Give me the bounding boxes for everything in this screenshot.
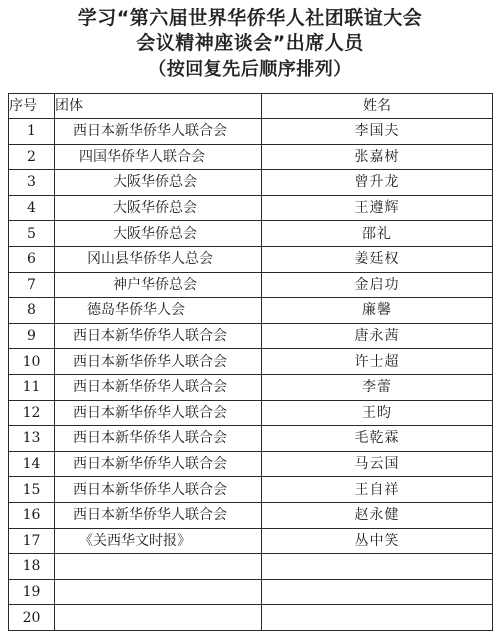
table-row xyxy=(9,144,493,170)
row-number: 19 xyxy=(9,579,55,605)
row-number: 17 xyxy=(9,528,55,554)
row-number: 14 xyxy=(9,451,55,477)
row-name: 王自祥 xyxy=(262,477,493,503)
row-name xyxy=(262,554,493,580)
title-line-3: （按回复先后顺序排列） xyxy=(148,59,352,80)
table-row xyxy=(9,579,493,605)
row-organization: 西日本新华侨华人联合会 xyxy=(55,349,262,375)
header-number: 序号 xyxy=(9,94,55,119)
row-name xyxy=(262,579,493,605)
table-row xyxy=(9,451,493,477)
row-organization: 西日本新华侨华人联合会 xyxy=(55,119,262,145)
table-row xyxy=(9,298,493,324)
row-number: 7 xyxy=(9,272,55,298)
row-name: 廉馨 xyxy=(262,298,493,324)
document-title xyxy=(0,6,500,82)
table-row xyxy=(9,170,493,196)
table-row xyxy=(9,221,493,247)
title-line-2: 会议精神座谈会”出席人员 xyxy=(136,32,364,54)
table-header-row xyxy=(9,94,493,119)
table-row xyxy=(9,554,493,580)
row-organization xyxy=(55,579,262,605)
row-name: 马云国 xyxy=(262,451,493,477)
table-row xyxy=(9,426,493,452)
row-organization: 德岛华侨华人会 xyxy=(55,298,262,324)
table-row xyxy=(9,119,493,145)
row-name: 李蕾 xyxy=(262,374,493,400)
row-organization: 《关西华文时报》 xyxy=(55,528,262,554)
row-name: 曾升龙 xyxy=(262,170,493,196)
row-organization: 大阪华侨总会 xyxy=(55,195,262,221)
table-body xyxy=(9,119,493,631)
row-name: 张嘉树 xyxy=(262,144,493,170)
row-number: 8 xyxy=(9,298,55,324)
table-row xyxy=(9,528,493,554)
row-organization: 西日本新华侨华人联合会 xyxy=(55,323,262,349)
table-row xyxy=(9,605,493,631)
row-name: 唐永茜 xyxy=(262,323,493,349)
row-organization xyxy=(55,554,262,580)
row-number: 1 xyxy=(9,119,55,145)
row-organization: 冈山县华侨华人总会 xyxy=(55,246,262,272)
row-name: 毛乾霖 xyxy=(262,426,493,452)
row-organization: 四国华侨华人联合会 xyxy=(55,144,262,170)
row-number: 2 xyxy=(9,144,55,170)
header-organization: 团体 xyxy=(55,94,262,119)
row-number: 4 xyxy=(9,195,55,221)
row-organization: 西日本新华侨华人联合会 xyxy=(55,374,262,400)
row-number: 10 xyxy=(9,349,55,375)
row-number: 16 xyxy=(9,502,55,528)
row-number: 18 xyxy=(9,554,55,580)
row-name: 王昀 xyxy=(262,400,493,426)
table-row xyxy=(9,323,493,349)
row-organization: 西日本新华侨华人联合会 xyxy=(55,451,262,477)
row-organization: 大阪华侨总会 xyxy=(55,221,262,247)
row-name: 邵礼 xyxy=(262,221,493,247)
table-row xyxy=(9,246,493,272)
table-row xyxy=(9,477,493,503)
row-name: 金启功 xyxy=(262,272,493,298)
row-name: 赵永健 xyxy=(262,502,493,528)
row-number: 15 xyxy=(9,477,55,503)
row-number: 20 xyxy=(9,605,55,631)
row-organization xyxy=(55,605,262,631)
table-row xyxy=(9,272,493,298)
attendee-table xyxy=(8,93,493,631)
row-organization: 大阪华侨总会 xyxy=(55,170,262,196)
row-number: 5 xyxy=(9,221,55,247)
row-organization: 西日本新华侨华人联合会 xyxy=(55,400,262,426)
row-number: 12 xyxy=(9,400,55,426)
table-row xyxy=(9,374,493,400)
row-name: 姜廷权 xyxy=(262,246,493,272)
row-number: 13 xyxy=(9,426,55,452)
header-name: 姓名 xyxy=(262,94,493,119)
row-name xyxy=(262,605,493,631)
row-number: 6 xyxy=(9,246,55,272)
row-name: 丛中笑 xyxy=(262,528,493,554)
row-organization: 神户华侨总会 xyxy=(55,272,262,298)
row-organization: 西日本新华侨华人联合会 xyxy=(55,502,262,528)
row-number: 11 xyxy=(9,374,55,400)
row-number: 3 xyxy=(9,170,55,196)
row-name: 王遵辉 xyxy=(262,195,493,221)
table-row xyxy=(9,400,493,426)
table-row xyxy=(9,502,493,528)
title-line-1: 学习“第六届世界华侨华人社团联谊大会 xyxy=(77,7,423,29)
row-organization: 西日本新华侨华人联合会 xyxy=(55,477,262,503)
row-organization: 西日本新华侨华人联合会 xyxy=(55,426,262,452)
table-row xyxy=(9,349,493,375)
row-name: 李国夫 xyxy=(262,119,493,145)
row-name: 许士超 xyxy=(262,349,493,375)
table-row xyxy=(9,195,493,221)
row-number: 9 xyxy=(9,323,55,349)
